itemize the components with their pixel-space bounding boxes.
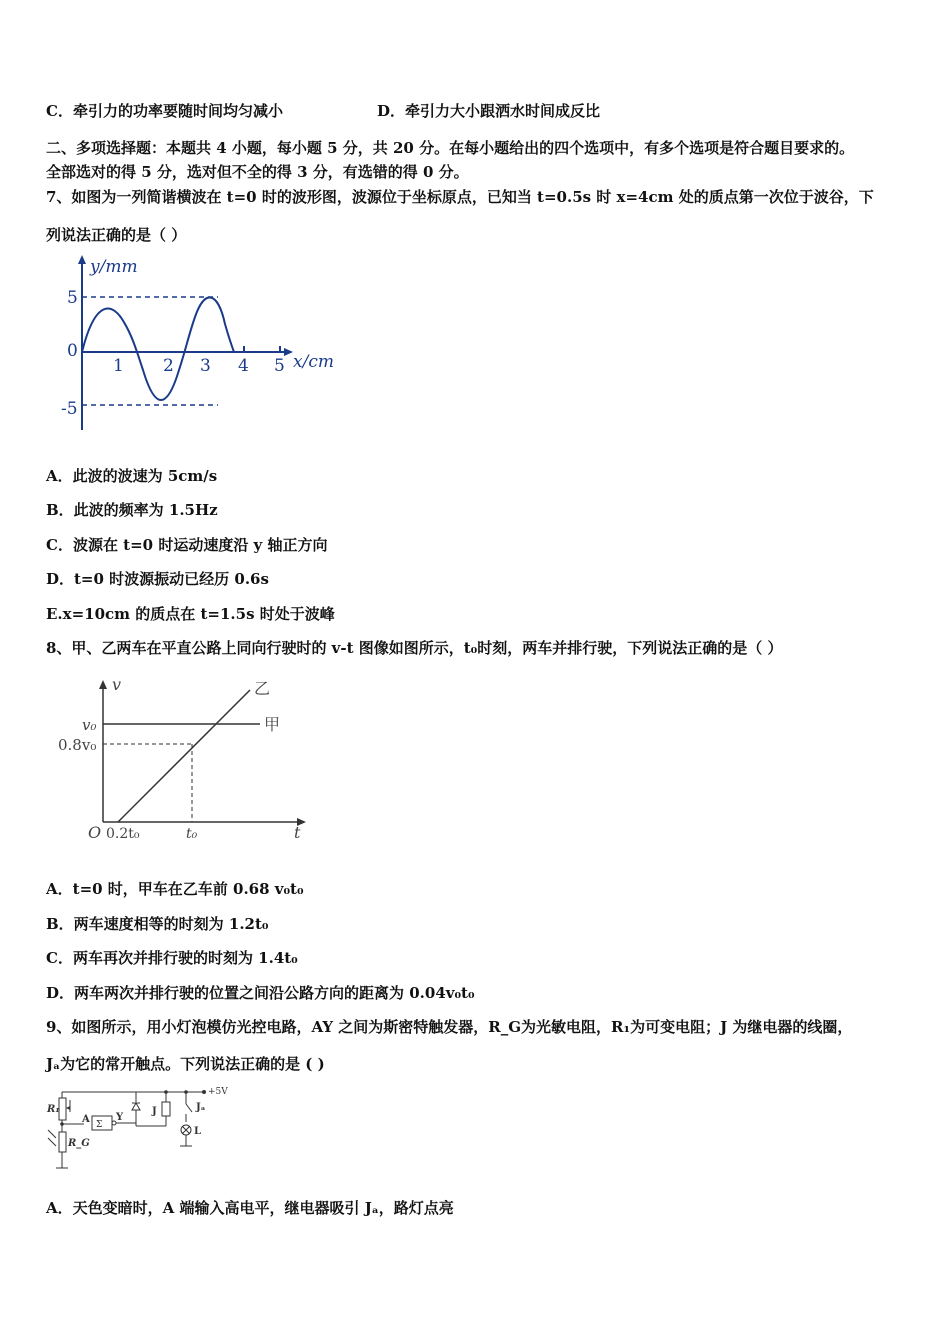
origin-o-label: O [88,823,102,842]
j-label: J [152,1106,157,1117]
0.2t0-label: 0.2t₀ [106,826,140,842]
q7-wave-figure [55,252,355,437]
rg-label: R_G [68,1138,90,1149]
wave-curve [82,297,234,400]
v-axis-arrow [99,680,107,689]
q9-stem: 9、如图所示，用小灯泡模仿光控电路，AY 之间为斯密特触发器，R_G为光敏电阻，R₁为可变电阻；J 为继电器的线圈， [46,1018,853,1036]
q9-stem-cont: Jₐ为它的常开触点。下列说法正确的是 ( ) [46,1055,325,1073]
t0-label: t₀ [186,826,198,842]
q7-option-c: C．波源在 t=0 时运动速度沿 y 轴正方向 [46,536,328,554]
q9-option-a: A．天色变暗时，A 端输入高电平，继电器吸引 Jₐ，路灯点亮 [46,1199,454,1217]
q7-option-d: D．t=0 时波源振动已经历 0.6s [46,570,269,588]
option-c: C．牵引力的功率要随时间均匀减小 [46,102,283,120]
t-axis-label: t [294,823,301,842]
line-yi [118,690,250,822]
y-label: Y [116,1112,124,1123]
option-d: D．牵引力大小跟洒水时间成反比 [377,102,601,120]
light-ray-2 [48,1138,56,1146]
y-axis-arrow [78,255,86,264]
r1-label: R₁ [47,1104,60,1115]
x-axis-label: x/cm [293,352,334,372]
r1-resistor [59,1098,66,1120]
schmitt-symbol: Σ [96,1120,103,1130]
q7-option-a: A．此波的波速为 5cm/s [46,467,218,485]
q9-circuit-figure [44,1082,244,1182]
v0-label: v₀ [82,716,97,734]
x-axis-arrow [284,348,293,356]
r1-wiper-arrow [66,1106,70,1110]
l-label: L [194,1126,202,1137]
x-tick-label-1: 1 [113,356,124,376]
q8-option-b: B．两车速度相等的时刻为 1.2t₀ [46,915,269,933]
q8-option-d: D．两车两次并排行驶的位置之间沿公路方向的距离为 0.04v₀t₀ [46,984,475,1002]
origin-label: 0 [67,341,78,361]
terminal-5v [202,1090,206,1094]
ja-label: Jₐ [196,1102,206,1113]
jia-label: 甲 [264,715,281,734]
q7-option-b: B．此波的频率为 1.5Hz [46,501,218,519]
v-axis-label: v [112,675,122,694]
contact-switch [186,1104,192,1112]
q7-stem: 7、如图为一列简谐横波在 t=0 时的波形图，波源位于坐标原点，已知当 t=0.5s 时 x=4cm 处的质点第一次位于波谷，下 [46,188,874,206]
section-heading: 二、多项选择题：本题共 4 小题，每小题 5 分，共 20 分。在每小题给出的四个选项中，有多个选项是符合题目要求的。 [46,139,855,157]
x-tick-label-3: 3 [200,356,211,376]
q7-option-e: E.x=10cm 的质点在 t=1.5s 时处于波峰 [46,605,335,623]
x-tick-label-4: 4 [238,356,249,376]
light-ray-1 [48,1130,56,1138]
x-tick-label-5: 5 [274,356,285,376]
q8-stem: 8、甲、乙两车在平直公路上同向行驶时的 v-t 图像如图所示，t₀时刻，两车并排行驶，下列说法正确的是（ ） [46,639,783,657]
yi-label: 乙 [254,679,271,698]
x-tick-label-2: 2 [163,356,174,376]
coil-node [164,1090,168,1094]
diode [132,1103,140,1110]
q8-vt-figure [50,672,320,850]
y-axis-label: y/mm [90,257,138,277]
relay-coil [162,1102,170,1116]
q7-stem-cont: 列说法正确的是（ ） [46,226,187,244]
rg-resistor [59,1132,66,1152]
q8-option-c: C．两车再次并排行驶的时刻为 1.4t₀ [46,949,298,967]
0.8v0-label: 0.8v₀ [58,736,97,754]
y-tick-5: 5 [67,288,78,308]
a-label: A [82,1114,90,1125]
q8-option-a: A．t=0 时，甲车在乙车前 0.68 v₀t₀ [46,880,304,898]
section-heading-cont: 全部选对的得 5 分，选对但不全的得 3 分，有选错的得 0 分。 [46,163,469,181]
contact-node [184,1090,188,1094]
y-tick-minus5: -5 [61,399,78,419]
supply-label: +5V [208,1087,228,1097]
